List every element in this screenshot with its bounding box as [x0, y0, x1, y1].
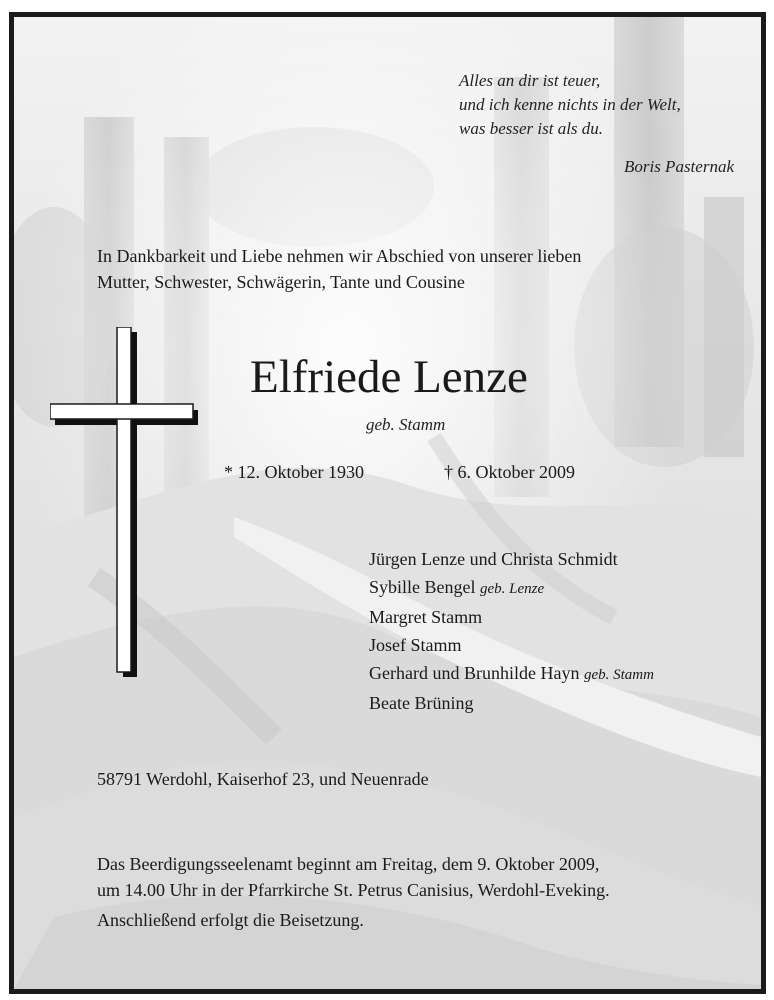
mourner-name: Jürgen Lenze und Christa Schmidt	[369, 549, 618, 569]
mourner-name: Gerhard und Brunhilde Hayn	[369, 663, 580, 683]
death-date: † 6. Oktober 2009	[444, 462, 575, 482]
obituary-frame	[9, 12, 766, 994]
mourner-note: geb. Stamm	[583, 667, 654, 683]
mourner-item	[369, 603, 749, 631]
mourner-item	[369, 631, 749, 659]
mourner-name: Beate Brüning	[369, 693, 474, 713]
mourner-name: Margret Stamm	[369, 607, 483, 627]
birth-date: * 12. Oktober 1930	[224, 462, 364, 482]
mourners-list	[369, 545, 749, 717]
burial-info: Anschließend erfolgt die Beisetzung.	[97, 910, 364, 930]
quote-text	[459, 69, 744, 141]
intro-line: Mutter, Schwester, Schwägerin, Tante und Cousine	[97, 272, 465, 292]
mourner-item	[369, 659, 749, 689]
intro-text	[97, 243, 717, 295]
mourner-item	[369, 689, 749, 717]
mourner-name: Josef Stamm	[369, 635, 462, 655]
quote-line: Alles an dir ist teuer,	[459, 71, 601, 90]
intro-line: In Dankbarkeit und Liebe nehmen wir Abschied von unserer lieben	[97, 246, 582, 266]
deceased-name: Elfriede Lenze	[250, 351, 528, 403]
quote-line: was besser ist als du.	[459, 119, 604, 138]
quote-author: Boris Pasternak	[623, 157, 734, 176]
family-address: 58791 Werdohl, Kaiserhof 23, und Neuenrade	[97, 769, 429, 789]
mourner-item	[369, 545, 749, 573]
funeral-line: Das Beerdigungsseelenamt beginnt am Freitag, dem 9. Oktober 2009,	[97, 854, 600, 874]
funeral-line: um 14.00 Uhr in der Pfarrkirche St. Petrus Canisius, Werdohl-Eveking.	[97, 880, 610, 900]
deceased-maiden-name: geb. Stamm	[366, 415, 446, 434]
mourner-note: geb. Lenze	[480, 581, 545, 597]
mourner-name: Sybille Bengel	[369, 577, 476, 597]
quote-line: und ich kenne nichts in der Welt,	[459, 95, 681, 114]
mourner-item	[369, 573, 749, 603]
cross-icon	[50, 327, 198, 677]
funeral-info	[97, 851, 727, 903]
